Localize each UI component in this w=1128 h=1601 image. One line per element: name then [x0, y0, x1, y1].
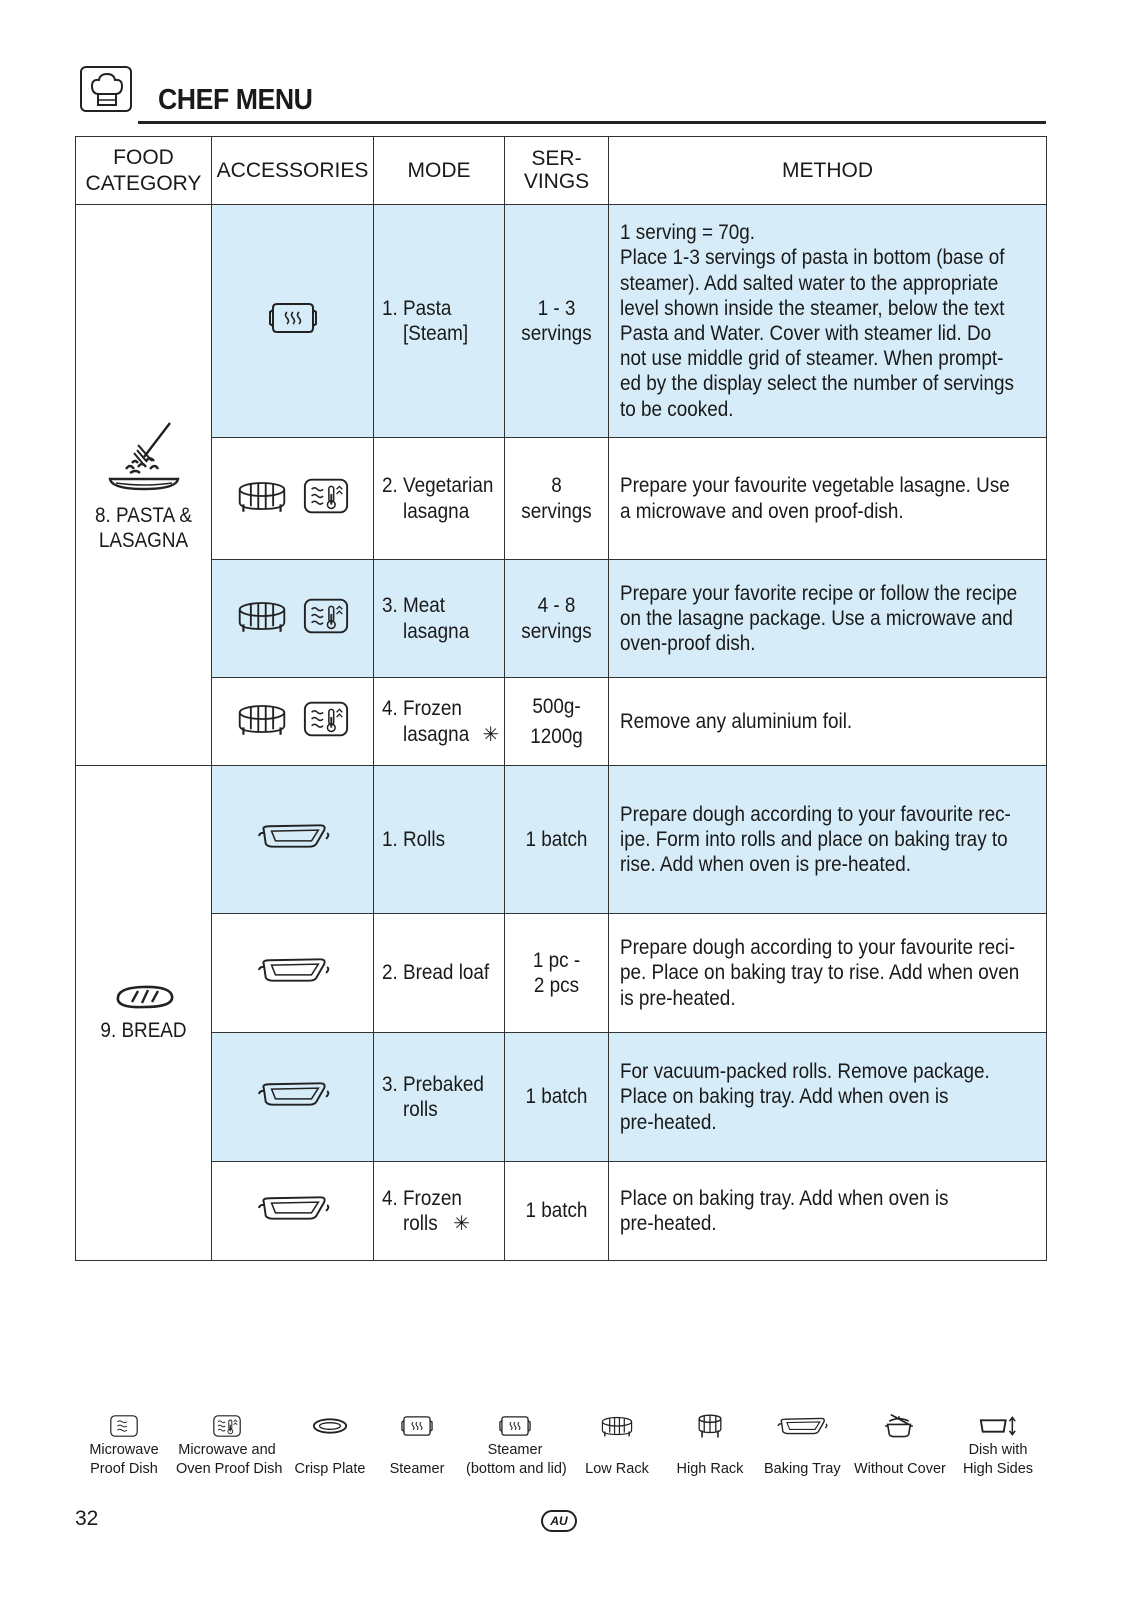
method-line: pre-heated.: [620, 1110, 717, 1134]
legend-label-line1: [580, 1441, 654, 1460]
servings-cell: [505, 560, 609, 678]
servings-cell: [505, 438, 609, 560]
legend-label-line2: (bottom and lid): [466, 1461, 567, 1477]
low-rack-icon: [236, 701, 288, 737]
legend-item: [580, 1413, 654, 1479]
legend-label-line2: Baking Tray: [764, 1461, 841, 1477]
legend-label-line1: [764, 1441, 840, 1460]
microwave-proof-dish-icon: [109, 1413, 139, 1439]
servings-value: 1 pc -: [532, 948, 581, 972]
header-accessories: ACCESSORIES: [212, 137, 374, 205]
method-line: steamer). Add salted water to the appropriate: [620, 271, 999, 295]
accessories-cell: [212, 560, 374, 678]
header-servings-line1: SER-: [531, 147, 582, 171]
servings-unit: servings: [521, 499, 592, 523]
method-line: 1 serving = 70g.: [620, 221, 756, 245]
mode-label-line2: rolls: [403, 1098, 438, 1121]
legend-label-line2: High Rack: [676, 1461, 744, 1477]
method-line: pe. Place on baking tray to rise. Add when oven: [620, 961, 1020, 985]
servings-value: 1 batch: [525, 1085, 588, 1109]
servings-cell: [505, 1033, 609, 1162]
method-line: not use middle grid of steamer. When prompt-: [620, 347, 1004, 371]
method-line: pre-heated.: [620, 1212, 717, 1235]
mode-cell: [374, 914, 505, 1033]
baking-tray-icon: [256, 820, 330, 852]
microwave-and-oven-proof-dish-icon: [302, 699, 350, 739]
legend-label-line2: High Sides: [962, 1461, 1034, 1477]
crisp-plate-icon: [311, 1413, 349, 1439]
servings-unit: servings: [521, 322, 592, 345]
servings-value: 500g-: [532, 694, 581, 718]
category-bread: [76, 766, 212, 1261]
mode-label: 2. Bread loaf: [382, 961, 490, 985]
header-servings: [505, 137, 609, 205]
baking-tray-icon: [256, 1192, 330, 1224]
method-line: Prepare your favourite vegetable lasagne. Use: [620, 474, 1010, 498]
accessories-cell: [212, 1162, 374, 1261]
accessories-cell: [212, 438, 374, 560]
legend-label-line1: Microwave and: [178, 1442, 276, 1458]
mode-label-line2: lasagna: [403, 722, 470, 746]
mode-cell: [374, 1162, 505, 1261]
category-name-line1: 9. BREAD: [100, 1019, 187, 1043]
category-name-line1: 8. PASTA &: [94, 503, 193, 527]
method-line: oven-proof dish.: [620, 632, 756, 656]
legend-label-line2: Low Rack: [585, 1461, 649, 1477]
table-row: [76, 766, 1047, 914]
method-cell: [609, 678, 1047, 766]
legend-item: [292, 1413, 368, 1479]
legend-item: [384, 1413, 450, 1479]
servings-value: 1 - 3: [537, 296, 576, 320]
legend-label-line1: [854, 1441, 944, 1460]
table-header-row: [76, 137, 1047, 205]
title-rule: [138, 121, 1046, 124]
page-number: 32: [75, 1507, 99, 1530]
legend-item: [176, 1413, 283, 1479]
method-cell: [609, 438, 1047, 560]
mode-cell: [374, 678, 505, 766]
legend-label-line2: Oven Proof Dish: [176, 1461, 283, 1477]
servings-value: 4 - 8: [537, 594, 576, 618]
method-cell: [609, 560, 1047, 678]
method-line: ed by the display select the number of servings: [620, 372, 1014, 396]
legend-label-line1: Dish with: [968, 1442, 1028, 1458]
legend-label-line1: [384, 1441, 450, 1460]
mode-cell: [374, 1033, 505, 1162]
table-row: [76, 1162, 1047, 1261]
baking-tray-icon: [256, 1078, 330, 1110]
method-line: a microwave and oven proof-dish.: [620, 499, 904, 523]
method-line: Pasta and Water. Cover with steamer lid. Do: [620, 322, 992, 345]
header-food-category-line2: CATEGORY: [85, 171, 202, 195]
header-mode: MODE: [374, 137, 505, 205]
table-row: [76, 438, 1047, 560]
pasta-icon: [104, 417, 184, 497]
header-food-category-line1: FOOD: [113, 146, 174, 170]
accessories-cell: [212, 766, 374, 914]
servings-unit: 2 pcs: [533, 974, 580, 997]
mode-label-line2: lasagna: [403, 619, 470, 643]
legend-item: [854, 1413, 944, 1479]
method-line: Place on baking tray. Add when oven is: [620, 1186, 949, 1210]
mode-cell: [374, 205, 505, 438]
legend-item: [674, 1413, 746, 1479]
dish-with-high-sides-icon: [977, 1413, 1019, 1439]
legend-label-line1: [292, 1441, 368, 1460]
table-row: [76, 560, 1047, 678]
legend-label-line1: [674, 1441, 746, 1460]
frozen-icon: ✳: [453, 1213, 470, 1235]
method-cell: [609, 205, 1047, 438]
low-rack-icon: [600, 1413, 634, 1439]
mode-label: 4. Frozen: [382, 1186, 462, 1210]
steamer-icon: [400, 1413, 434, 1439]
mode-label-line2: rolls: [403, 1212, 438, 1235]
servings-cell: [505, 766, 609, 914]
servings-value: 8: [551, 474, 562, 498]
low-rack-icon: [236, 598, 288, 634]
high-rack-icon: [695, 1413, 725, 1439]
accessories-cell: [212, 205, 374, 438]
accessories-cell: [212, 678, 374, 766]
method-line: to be cooked.: [620, 397, 734, 421]
mode-label: 3. Prebaked: [382, 1072, 484, 1096]
servings-cell: [505, 914, 609, 1033]
legend-label-line2: Crisp Plate: [294, 1461, 366, 1477]
method-line: Place on baking tray. Add when oven is: [620, 1085, 949, 1109]
baking-tray-icon: [776, 1413, 828, 1439]
method-line: on the lasagne package. Use a microwave and: [620, 606, 1013, 630]
legend-label-line1: Steamer: [487, 1442, 543, 1458]
mode-label: 1. Pasta: [382, 296, 452, 320]
legend-label-line2: Proof Dish: [90, 1461, 158, 1477]
accessories-legend: [78, 1413, 1058, 1483]
chef-menu-table: [75, 136, 1047, 1261]
header-method: METHOD: [609, 137, 1047, 205]
method-cell: [609, 1162, 1047, 1261]
steamer-bottom-and-lid-icon: [498, 1413, 532, 1439]
without-cover-icon: [880, 1413, 918, 1439]
legend-item: [78, 1413, 170, 1479]
header-food-category: [76, 137, 212, 205]
servings-unit: 1200g: [530, 724, 583, 748]
method-cell: [609, 766, 1047, 914]
mode-label: 2. Vegetarian: [382, 474, 494, 498]
region-badge: AU: [541, 1510, 577, 1532]
method-cell: [609, 914, 1047, 1033]
method-line: Place 1-3 servings of pasta in bottom (base of: [620, 246, 1005, 270]
legend-label-line2: Without Cover: [854, 1461, 946, 1477]
servings-cell: [505, 1162, 609, 1261]
frozen-icon: ✳: [482, 723, 500, 746]
servings-unit: servings: [521, 619, 592, 643]
legend-label-line1: Microwave: [89, 1442, 159, 1458]
servings-cell: [505, 678, 609, 766]
mode-label: 3. Meat: [382, 594, 446, 618]
steamer-icon: [267, 300, 319, 336]
method-line: Prepare dough according to your favourite reci-: [620, 936, 1016, 960]
legend-label-line2: Steamer: [389, 1461, 445, 1477]
mode-cell: [374, 560, 505, 678]
method-line: Remove any aluminium foil.: [620, 709, 853, 733]
method-cell: [609, 1033, 1047, 1162]
low-rack-icon: [236, 478, 288, 514]
method-line: level shown inside the steamer, below the text: [620, 296, 1005, 320]
mode-label-line2: [Steam]: [403, 322, 469, 345]
servings-cell: [505, 205, 609, 438]
accessories-cell: [212, 1033, 374, 1162]
method-line: ipe. Form into rolls and place on baking tray to: [620, 827, 1008, 851]
method-line: is pre-heated.: [620, 986, 736, 1010]
table-row: [76, 205, 1047, 438]
mode-label-line2: lasagna: [403, 499, 470, 523]
mode-cell: [374, 438, 505, 560]
table-row: [76, 914, 1047, 1033]
chef-menu-icon: [80, 66, 132, 112]
category-pasta-lasagna: [76, 205, 212, 766]
servings-value: 1 batch: [525, 827, 588, 851]
legend-item: [466, 1413, 567, 1479]
baking-tray-icon: [256, 954, 330, 986]
mode-cell: [374, 766, 505, 914]
method-line: For vacuum-packed rolls. Remove package.: [620, 1060, 990, 1084]
method-line: Prepare dough according to your favourite rec-: [620, 802, 1011, 826]
method-line: rise. Add when oven is pre-heated.: [620, 853, 912, 877]
page-title: CHEF MENU: [158, 84, 313, 116]
method-line: Prepare your favorite recipe or follow the recipe: [620, 581, 1018, 605]
microwave-and-oven-proof-dish-icon: [302, 476, 350, 516]
header-servings-line2: VINGS: [523, 169, 590, 193]
table-row: [76, 678, 1047, 766]
mode-label: 1. Rolls: [382, 827, 446, 851]
accessories-cell: [212, 914, 374, 1033]
legend-item: [764, 1413, 840, 1479]
microwave-and-oven-proof-dish-icon: [302, 596, 350, 636]
microwave-and-oven-proof-dish-icon: [212, 1413, 242, 1439]
category-name-line2: LASAGNA: [98, 529, 189, 552]
bread-icon: [112, 982, 176, 1012]
servings-value: 1 batch: [525, 1199, 588, 1223]
mode-label: 4. Frozen: [382, 697, 462, 721]
table-row: [76, 1033, 1047, 1162]
legend-item: [960, 1413, 1036, 1479]
